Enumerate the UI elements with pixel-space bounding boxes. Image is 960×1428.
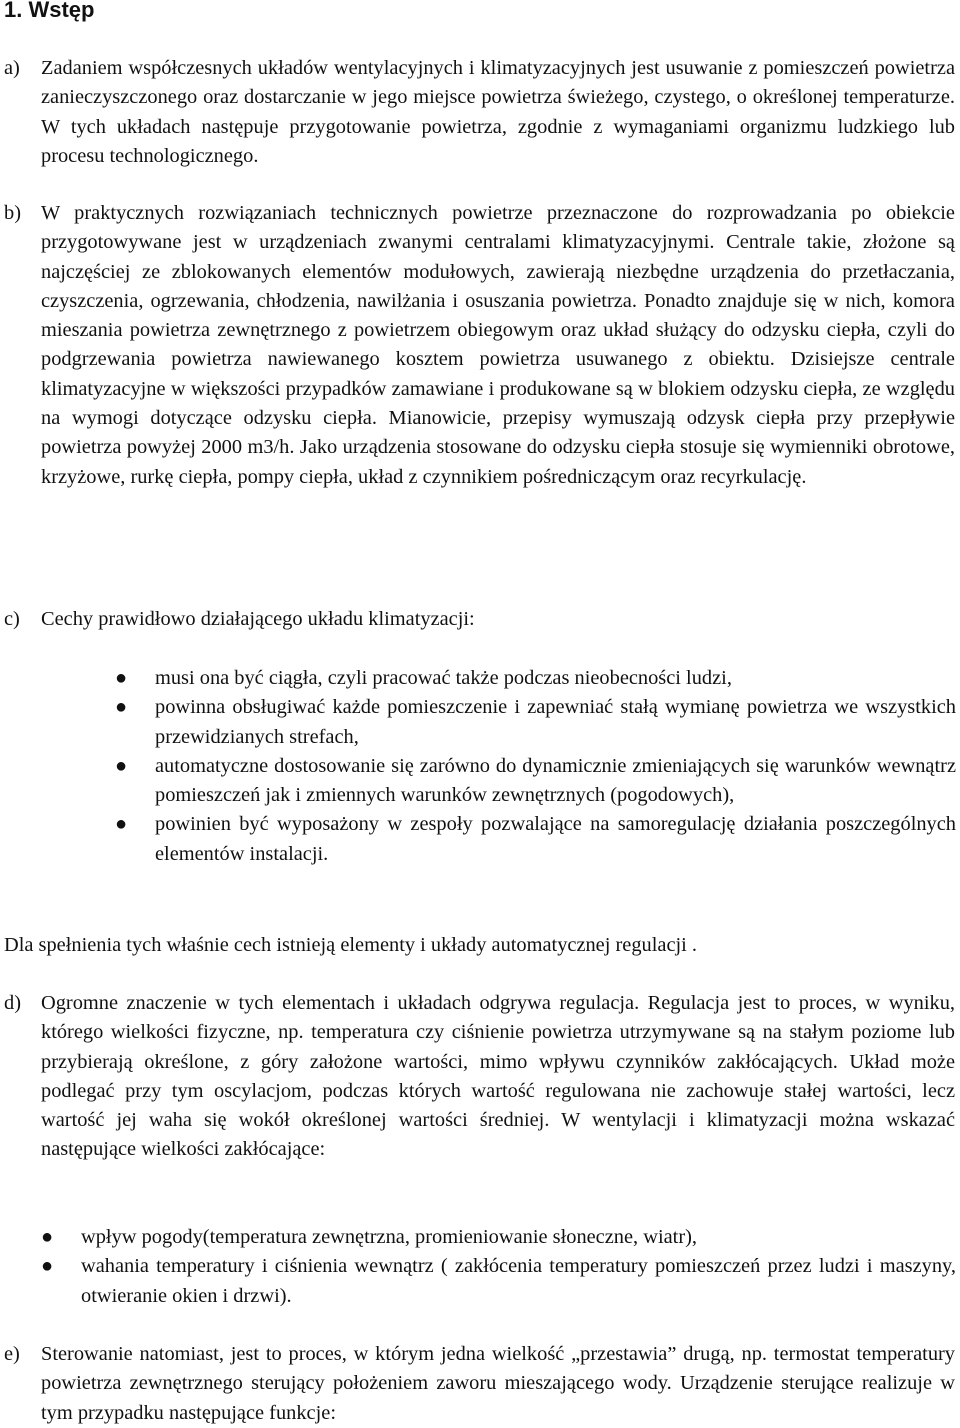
list-item-text: powinien być wyposażony w zespoły pozwalające na samoregulację działania poszczególnych elementów instalacji.: [155, 813, 956, 865]
list-item: [115, 693, 956, 752]
paragraph-b: [0, 199, 960, 492]
summary-text: Dla spełnienia tych właśnie cech istnieją elementy i układy automatycznej regulacji .: [4, 934, 698, 956]
bullet-dot-icon: ●: [115, 696, 128, 719]
disturbances-list: [41, 1223, 956, 1311]
list-item: [115, 664, 956, 693]
list-item-text: powinna obsługiwać każde pomieszczenie i zapewniać stałą wymianę powietrza we wszystkich przewidzianych strefach,: [155, 696, 956, 748]
list-item: [41, 1223, 956, 1252]
section-heading: 1. Wstęp: [4, 0, 95, 22]
list-item: [115, 752, 956, 811]
paragraph-a: [0, 54, 960, 171]
paragraph-d: [0, 989, 960, 1165]
paragraph-b-text: W praktycznych rozwiązaniach technicznych powietrze przeznaczone do rozprowadzania po obiekcie przygotowywane jest w urządzeniach zwanymi centralami klimatyzacyjnymi. Centrale takie, złożone są najczęściej ze zblokowanych elementów modułowych, zawierają niezbędne urządzenia do przetłaczania, czyszczenia, ogrzewania, chłodzenia, nawilżania i osuszania powietrza. Ponadto znajduje się w nich, komora mieszania powietrza zewnętrznego z powietrzem obiegowym oraz układ służący do odzysku ciepła, czyli do podgrzewania powietrza nawiewanego kosztem powietrza usuwanego z obiektu. Dzisiejsze centrale klimatyzacyjne w większości przypadków zamawiane i produkowane są w blokiem odzysku ciepła, ze względu na wymogi dotyczące odzysku ciepła. Mianowicie, przepisy wymuszają odzysk ciepła przy przepływie powietrza powyżej 2000 m3/h. Jako urządzenia stosowane do odzysku ciepła stosuje się wymienniki obrotowe, krzyżowe, rurkę ciepła, pompy ciepła, układ z czynnikiem pośredniczącym oraz recyrkulację.: [41, 202, 955, 488]
paragraph-a-label: a): [4, 57, 20, 79]
paragraph-e-text: Sterowanie natomiast, jest to proces, w którym jedna wielkość „przestawia” drugą, np. termostat temperatury powietrza zewnętrznego sterujący położeniem zaworu mieszającego wody. Urządzenie sterujące realizuje w tym przypadku następujące funkcje:: [41, 1343, 955, 1424]
features-list: [115, 664, 956, 869]
list-item-text: musi ona być ciągła, czyli pracować także podczas nieobecności ludzi,: [155, 667, 732, 689]
list-item: [115, 810, 956, 869]
paragraph-e: [0, 1340, 960, 1428]
list-item-text: wahania temperatury i ciśnienia wewnątrz ( zakłócenia temperatury pomieszczeń przez ludzi i maszyny, otwieranie okien i drzwi).: [81, 1255, 956, 1307]
paragraph-c-label: c): [4, 608, 20, 630]
bullet-dot-icon: ●: [41, 1226, 54, 1248]
paragraph-e-label: e): [4, 1343, 20, 1365]
bullet-dot-icon: ●: [115, 813, 128, 836]
paragraph-c-text: Cechy prawidłowo działającego układu klimatyzacji:: [41, 608, 475, 630]
list-item: [41, 1252, 956, 1311]
bullet-dot-icon: ●: [115, 754, 128, 777]
list-item-text: automatyczne dostosowanie się zarówno do dynamicznie zmieniających się warunków wewnątrz pomieszczeń jak i zmiennych warunków zewnętrznych (pogodowych),: [155, 754, 956, 807]
list-item-text: wpływ pogody(temperatura zewnętrzna, promieniowanie słoneczne, wiatr),: [81, 1226, 698, 1248]
bullet-dot-icon: ●: [115, 667, 128, 689]
paragraph-b-label: b): [4, 202, 21, 224]
paragraph-d-label: d): [4, 992, 21, 1014]
paragraph-a-text: Zadaniem współczesnych układów wentylacyjnych i klimatyzacyjnych jest usuwanie z pomieszczeń powietrza zanieczyszczonego oraz dostarczanie w jego miejsce powietrza świeżego, czystego, o określonej temperaturze. W tych układach następuje przygotowanie powietrza, zgodnie z wymaganiami organizmu ludzkiego lub procesu technologicznego.: [41, 57, 955, 167]
paragraph-c: [0, 605, 960, 634]
bullet-dot-icon: ●: [41, 1255, 54, 1278]
paragraph-d-text: Ogromne znaczenie w tych elementach i układach odgrywa regulacja. Regulacja jest to proces, w wyniku, którego wielkości fizyczne, np. temperatura czy ciśnienie powietrza utrzymywane są na stałym poziome lub przybierają określone, z góry założone wartości, mimo wpływu czynników zakłócających. Układ może podlegać przy tym oscylacjom, podczas których wartość regulowana nie zachowuje stałej wartości, lecz wartość jej waha się wokół określonej wartości średniej. W wentylacji i klimatyzacji można wskazać następujące wielkości zakłócające:: [41, 992, 955, 1161]
